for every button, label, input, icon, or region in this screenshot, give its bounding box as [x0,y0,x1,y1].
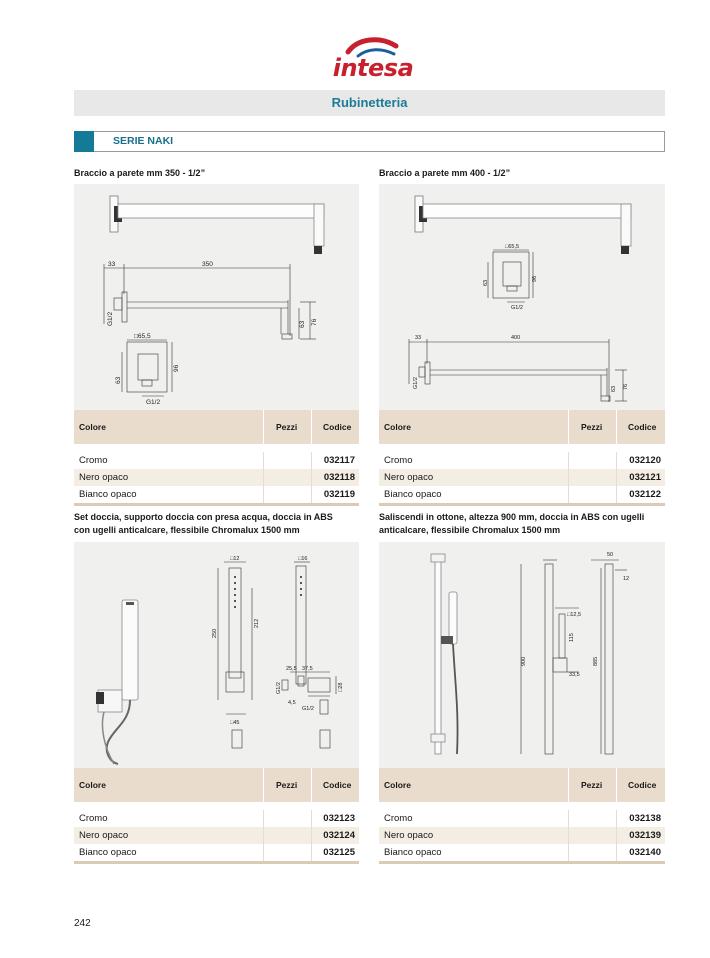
col-separator [263,768,264,802]
table-footer-rule [74,861,359,864]
table-header [74,410,359,444]
table-row [74,452,359,469]
dim-label: 76 [623,383,629,390]
row-divider [263,844,264,861]
product-table [74,410,359,506]
row-divider [311,452,312,469]
product-table [379,768,665,864]
category-title: Rubinetteria [331,95,408,110]
dim-label: 63 [611,385,617,392]
row-color: Bianco opaco [79,489,137,500]
dim-label: 63 [483,279,489,286]
table-row [379,469,665,486]
row-code: 032139 [629,830,661,841]
dim-label: 63 [115,376,122,384]
col-code-header: Codice [323,780,352,790]
col-code-header: Codice [628,422,657,432]
col-separator [311,410,312,444]
dim-label: G1/2 [511,305,523,311]
category-banner [74,90,665,116]
row-divider [311,810,312,827]
col-pieces-header: Pezzi [581,422,603,432]
row-divider [568,810,569,827]
dim-label: 33 [415,335,422,341]
dim-label: 250 [212,628,218,638]
table-row [74,844,359,861]
row-color: Cromo [384,455,413,466]
col-color-header: Colore [79,780,106,790]
row-color: Cromo [79,813,108,824]
col-separator [616,768,617,802]
row-divider [263,452,264,469]
table-footer-rule [379,861,665,864]
row-color: Nero opaco [79,472,129,483]
dim-label: G1/2 [413,377,419,389]
series-title: SERIE NAKI [113,135,174,147]
dim-label: □12 [230,556,240,562]
table-row [379,844,665,861]
dim-label: G1/2 [107,311,114,326]
dim-label: 4,5 [288,700,296,706]
row-color: Cromo [79,455,108,466]
table-footer-rule [379,503,665,506]
dim-label: 76 [311,318,318,326]
dim-label: 885 [593,656,599,666]
row-divider [311,827,312,844]
dim-label: 25,5 [286,666,297,672]
dim-label: 50 [607,552,614,558]
product-title: Saliscendi in ottone, altezza 900 mm, doccia in ABS con ugelli [379,512,645,522]
dim-label: □65,5 [134,333,151,340]
row-divider [311,844,312,861]
table-footer-rule [74,503,359,506]
row-divider [616,486,617,503]
table-row [74,827,359,844]
product-title: Braccio a parete mm 350 - 1/2” [74,168,206,178]
dim-label: G1/2 [146,399,161,406]
col-pieces-header: Pezzi [276,422,298,432]
dim-label: 33 [108,261,116,268]
wall-arm-drawing [379,184,665,410]
dim-label: 12 [623,576,630,582]
dim-label: 33,5 [569,672,580,678]
row-divider [263,486,264,503]
row-code: 032140 [629,847,661,858]
row-code: 032123 [323,813,355,824]
dim-label: 400 [511,335,521,341]
dim-label: 350 [202,261,213,268]
table-row [379,810,665,827]
brand-name: intesa [332,54,414,82]
row-divider [616,844,617,861]
row-divider [616,452,617,469]
dim-label: □28 [338,682,344,692]
table-header [379,410,665,444]
row-color: Bianco opaco [384,489,442,500]
row-color: Nero opaco [79,830,129,841]
dim-label: 115 [569,633,575,642]
col-separator [568,768,569,802]
table-row [74,469,359,486]
row-code: 032118 [323,472,355,483]
col-pieces-header: Pezzi [276,780,298,790]
row-divider [616,810,617,827]
table-row [379,486,665,503]
table-row [379,452,665,469]
col-separator [263,410,264,444]
row-divider [263,810,264,827]
row-color: Bianco opaco [384,847,442,858]
col-pieces-header: Pezzi [581,780,603,790]
dim-label: □16 [298,556,308,562]
table-row [74,810,359,827]
col-color-header: Colore [384,780,411,790]
row-divider [568,827,569,844]
dim-label: G1/2 [302,706,314,712]
dim-label: □12,5 [567,612,582,618]
product-title: con ugelli anticalcare, flessibile Chromalux 1500 mm [74,525,300,535]
row-divider [263,469,264,486]
product-title: anticalcare, flessibile Chromalux 1500 mm [379,525,561,535]
dim-label: 900 [521,656,527,666]
row-color: Cromo [384,813,413,824]
product-table [74,768,359,864]
series-bar [74,131,665,152]
brand-logo [318,34,428,84]
col-color-header: Colore [384,422,411,432]
table-row [74,486,359,503]
product-title: Braccio a parete mm 400 - 1/2” [379,168,511,178]
row-divider [311,469,312,486]
dim-label: 96 [173,364,180,372]
table-header [379,768,665,802]
row-code: 032119 [323,489,355,500]
page-number: 242 [74,918,91,929]
col-separator [568,410,569,444]
wall-arm-drawing [74,184,359,410]
row-code: 032117 [323,455,355,466]
row-divider [568,452,569,469]
dim-label: G1/2 [276,682,282,694]
row-code: 032122 [629,489,661,500]
row-divider [568,469,569,486]
dim-label: □65,5 [505,244,520,250]
dim-label: 212 [254,618,260,628]
table-row [379,827,665,844]
series-tab-marker [74,131,94,152]
row-divider [616,469,617,486]
dim-label: 37,5 [302,666,313,672]
product-title: Set doccia, supporto doccia con presa acqua, doccia in ABS [74,512,333,522]
col-separator [311,768,312,802]
col-color-header: Colore [79,422,106,432]
row-color: Nero opaco [384,472,434,483]
product-figure [74,542,359,768]
row-code: 032124 [323,830,355,841]
row-divider [311,486,312,503]
row-code: 032125 [323,847,355,858]
dim-label: 63 [299,320,306,328]
row-divider [568,486,569,503]
row-color: Bianco opaco [79,847,137,858]
row-divider [616,827,617,844]
row-divider [568,844,569,861]
product-figure [74,184,359,410]
row-divider [263,827,264,844]
row-color: Nero opaco [384,830,434,841]
shower-set-drawing [74,542,359,768]
row-code: 032138 [629,813,661,824]
row-code: 032120 [629,455,661,466]
product-figure [379,184,665,410]
col-code-header: Codice [628,780,657,790]
table-header [74,768,359,802]
product-table [379,410,665,506]
col-separator [616,410,617,444]
dim-label: 96 [532,275,538,282]
dim-label: □45 [230,720,240,726]
row-code: 032121 [629,472,661,483]
product-figure [379,542,665,768]
col-code-header: Codice [323,422,352,432]
slide-rail-drawing [379,542,665,768]
